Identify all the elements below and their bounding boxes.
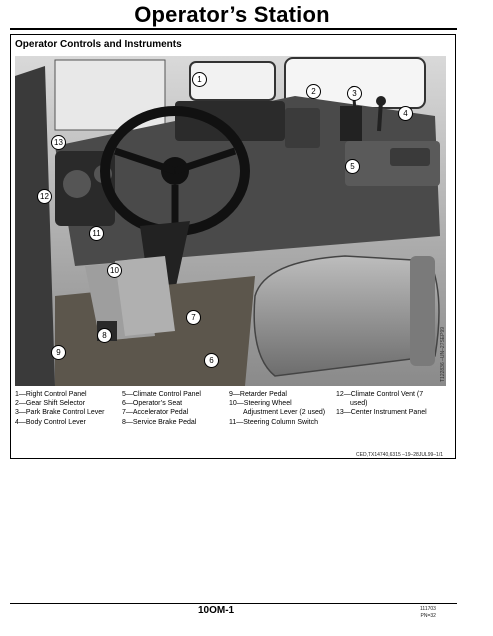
- legend-column-4: [336, 390, 427, 418]
- photo-side-code: T122836 –UN–27SEP99: [440, 326, 446, 382]
- legend-item: 5—Climate Control Panel: [122, 391, 201, 398]
- page-title: Operator’s Station: [134, 2, 330, 27]
- callout-11: 11: [89, 226, 104, 241]
- callout-7: 7: [186, 310, 201, 325]
- footer-code: [420, 606, 436, 620]
- legend-column-3: [229, 390, 325, 427]
- callout-4: 4: [398, 106, 413, 121]
- legend-column-2: [122, 390, 201, 427]
- operator-station-photo: [15, 56, 446, 386]
- callout-13: 13: [51, 135, 66, 150]
- callout-10: 10: [107, 263, 122, 278]
- legend-item: 6—Operator’s Seat: [122, 400, 183, 408]
- callout-12: 12: [37, 189, 52, 204]
- legend-item: 11—Steering Column Switch: [229, 418, 318, 426]
- callout-1: 1: [192, 72, 207, 87]
- legend-column-1: [15, 390, 104, 427]
- legend-item: 9—Retarder Pedal: [229, 391, 287, 398]
- footer-code-line2: PN=32: [420, 613, 436, 619]
- footer-code-line1: 111703: [420, 606, 436, 612]
- page-number: 10OM-1: [198, 605, 235, 616]
- legend-item-continuation: Adjustment Lever (2 used): [243, 409, 326, 417]
- legend-item: 8—Service Brake Pedal: [122, 418, 197, 426]
- callout-3: 3: [347, 86, 362, 101]
- cab-illustration: [15, 56, 446, 386]
- callout-6: 6: [204, 353, 219, 368]
- legend-item: 3—Park Brake Control Lever: [15, 409, 105, 417]
- callout-5: 5: [345, 159, 360, 174]
- legend-item-continuation: used): [350, 400, 368, 408]
- callout-9: 9: [51, 345, 66, 360]
- legend-item: 12—Climate Control Vent (7: [336, 391, 424, 398]
- legend-item: 13—Center Instrument Panel: [336, 409, 427, 417]
- title-divider: [10, 28, 457, 30]
- legend-item: 2—Gear Shift Selector: [15, 400, 86, 408]
- ced-reference: CED,TX14740,6315 –19–28JUL99–1/1: [356, 452, 444, 458]
- footer-divider: [10, 603, 457, 604]
- legend-item: 10—Steering Wheel: [229, 400, 292, 408]
- section-heading: Operator Controls and Instruments: [15, 39, 182, 50]
- callout-8: 8: [97, 328, 112, 343]
- legend-item: 4—Body Control Lever: [15, 418, 86, 426]
- legend-item: 1—Right Control Panel: [15, 391, 87, 398]
- callout-2: 2: [306, 84, 321, 99]
- legend-item: 7—Accelerator Pedal: [122, 409, 189, 417]
